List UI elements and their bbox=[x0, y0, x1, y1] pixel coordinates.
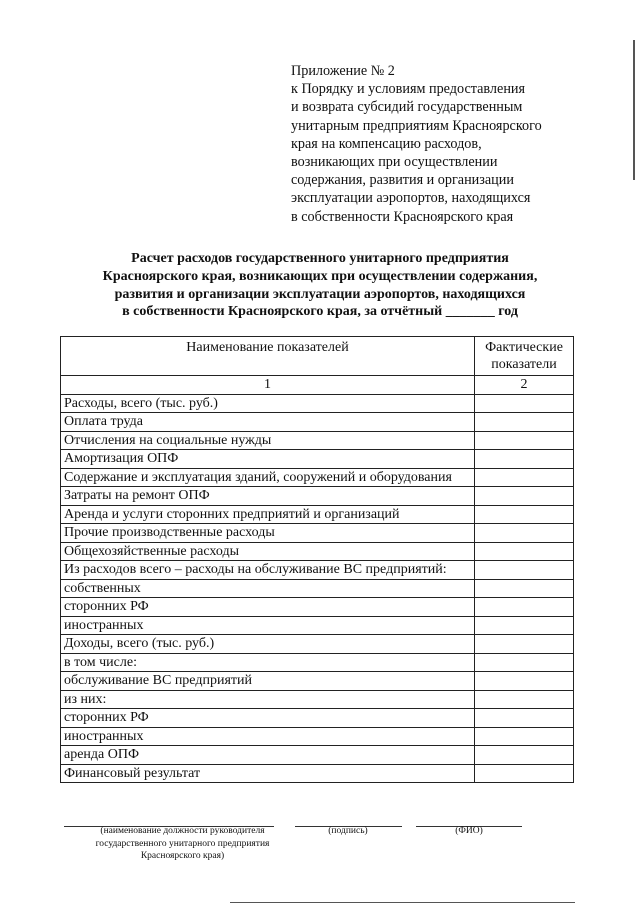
col-header-actual: Фактические показатели bbox=[475, 337, 574, 376]
row-label: в том числе: bbox=[61, 653, 475, 672]
row-label: собственных bbox=[61, 579, 475, 598]
document-title bbox=[60, 250, 580, 321]
row-value-cell[interactable] bbox=[475, 487, 574, 506]
appendix-line: края на компенсацию расходов, bbox=[291, 135, 482, 152]
position-caption: (наименование должности руководителя государственного унитарного предприятия Красноярского края) bbox=[95, 826, 270, 861]
table-row bbox=[61, 394, 574, 413]
col-header-indicators: Наименование показателей bbox=[61, 337, 475, 376]
report-table bbox=[60, 336, 574, 783]
row-value-cell[interactable] bbox=[475, 598, 574, 617]
row-value-cell[interactable] bbox=[475, 764, 574, 783]
table-row bbox=[61, 616, 574, 635]
row-label: Из расходов всего – расходы на обслуживание ВС предприятий: bbox=[61, 561, 475, 580]
row-label: Амортизация ОПФ bbox=[61, 450, 475, 469]
row-label: Аренда и услуги сторонних предприятий и организаций bbox=[61, 505, 475, 524]
appendix-line: возникающих при осуществлении bbox=[291, 154, 498, 171]
row-label: Прочие производственные расходы bbox=[61, 524, 475, 543]
table-row bbox=[61, 727, 574, 746]
row-value-cell[interactable] bbox=[475, 690, 574, 709]
signature-caption: (подпись) bbox=[328, 826, 368, 836]
appendix-line: и возврата субсидий государственным bbox=[291, 99, 523, 116]
row-label: аренда ОПФ bbox=[61, 746, 475, 765]
row-label: Отчисления на социальные нужды bbox=[61, 431, 475, 450]
row-value-cell[interactable] bbox=[475, 413, 574, 432]
row-value-cell[interactable] bbox=[475, 579, 574, 598]
column-number-row bbox=[61, 376, 574, 395]
table-row bbox=[61, 542, 574, 561]
row-label: Оплата труда bbox=[61, 413, 475, 432]
table-row bbox=[61, 635, 574, 654]
table-row bbox=[61, 690, 574, 709]
page-edge-line bbox=[633, 40, 635, 180]
table-row bbox=[61, 413, 574, 432]
row-label: сторонних РФ bbox=[61, 598, 475, 617]
table-row bbox=[61, 505, 574, 524]
table-header-row bbox=[61, 337, 574, 376]
table-row bbox=[61, 653, 574, 672]
title-line: развития и организации эксплуатации аэропортов, находящихся bbox=[114, 286, 526, 302]
row-label: Доходы, всего (тыс. руб.) bbox=[61, 635, 475, 654]
table-row bbox=[61, 672, 574, 691]
bottom-edge-line bbox=[230, 902, 575, 903]
table-row bbox=[61, 579, 574, 598]
row-label: сторонних РФ bbox=[61, 709, 475, 728]
row-value-cell[interactable] bbox=[475, 524, 574, 543]
row-value-cell[interactable] bbox=[475, 709, 574, 728]
row-value-cell[interactable] bbox=[475, 672, 574, 691]
row-label: Затраты на ремонт ОПФ bbox=[61, 487, 475, 506]
table-row bbox=[61, 709, 574, 728]
row-label: Расходы, всего (тыс. руб.) bbox=[61, 394, 475, 413]
row-label: иностранных bbox=[61, 727, 475, 746]
row-value-cell[interactable] bbox=[475, 653, 574, 672]
row-value-cell[interactable] bbox=[475, 616, 574, 635]
row-label: иностранных bbox=[61, 616, 475, 635]
row-value-cell[interactable] bbox=[475, 727, 574, 746]
row-label: Финансовый результат bbox=[61, 764, 475, 783]
appendix-line: Приложение № 2 bbox=[291, 63, 395, 79]
title-line: Красноярского края, возникающих при осуществлении содержания, bbox=[102, 268, 538, 284]
row-value-cell[interactable] bbox=[475, 542, 574, 561]
row-label: из них: bbox=[61, 690, 475, 709]
row-label: обслуживание ВС предприятий bbox=[61, 672, 475, 691]
name-caption: (ФИО) bbox=[455, 826, 483, 836]
table-row bbox=[61, 598, 574, 617]
table-row bbox=[61, 450, 574, 469]
row-value-cell[interactable] bbox=[475, 746, 574, 765]
appendix-header bbox=[291, 62, 611, 226]
table-row bbox=[61, 487, 574, 506]
row-value-cell[interactable] bbox=[475, 505, 574, 524]
row-value-cell[interactable] bbox=[475, 561, 574, 580]
title-line: Расчет расходов государственного унитарного предприятия bbox=[131, 251, 509, 266]
table-row bbox=[61, 524, 574, 543]
row-value-cell[interactable] bbox=[475, 468, 574, 487]
title-line: в собственности Красноярского края, за отчётный _______ год bbox=[122, 304, 518, 320]
col-number-2: 2 bbox=[475, 376, 574, 395]
row-label: Общехозяйственные расходы bbox=[61, 542, 475, 561]
row-value-cell[interactable] bbox=[475, 450, 574, 469]
table-row bbox=[61, 431, 574, 450]
row-value-cell[interactable] bbox=[475, 394, 574, 413]
table-row bbox=[61, 561, 574, 580]
row-label: Содержание и эксплуатация зданий, сооружений и оборудования bbox=[61, 468, 475, 487]
table-row bbox=[61, 764, 574, 783]
table-row bbox=[61, 468, 574, 487]
row-value-cell[interactable] bbox=[475, 635, 574, 654]
appendix-line: содержания, развития и организации bbox=[291, 172, 514, 189]
col-number-1: 1 bbox=[61, 376, 475, 395]
appendix-line: к Порядку и условиям предоставления bbox=[291, 81, 526, 98]
appendix-line: эксплуатации аэропортов, находящихся bbox=[291, 190, 531, 207]
table-row bbox=[61, 746, 574, 765]
appendix-line: в собственности Красноярского края bbox=[291, 208, 514, 225]
row-value-cell[interactable] bbox=[475, 431, 574, 450]
appendix-line: унитарным предприятиям Красноярского bbox=[291, 117, 542, 134]
